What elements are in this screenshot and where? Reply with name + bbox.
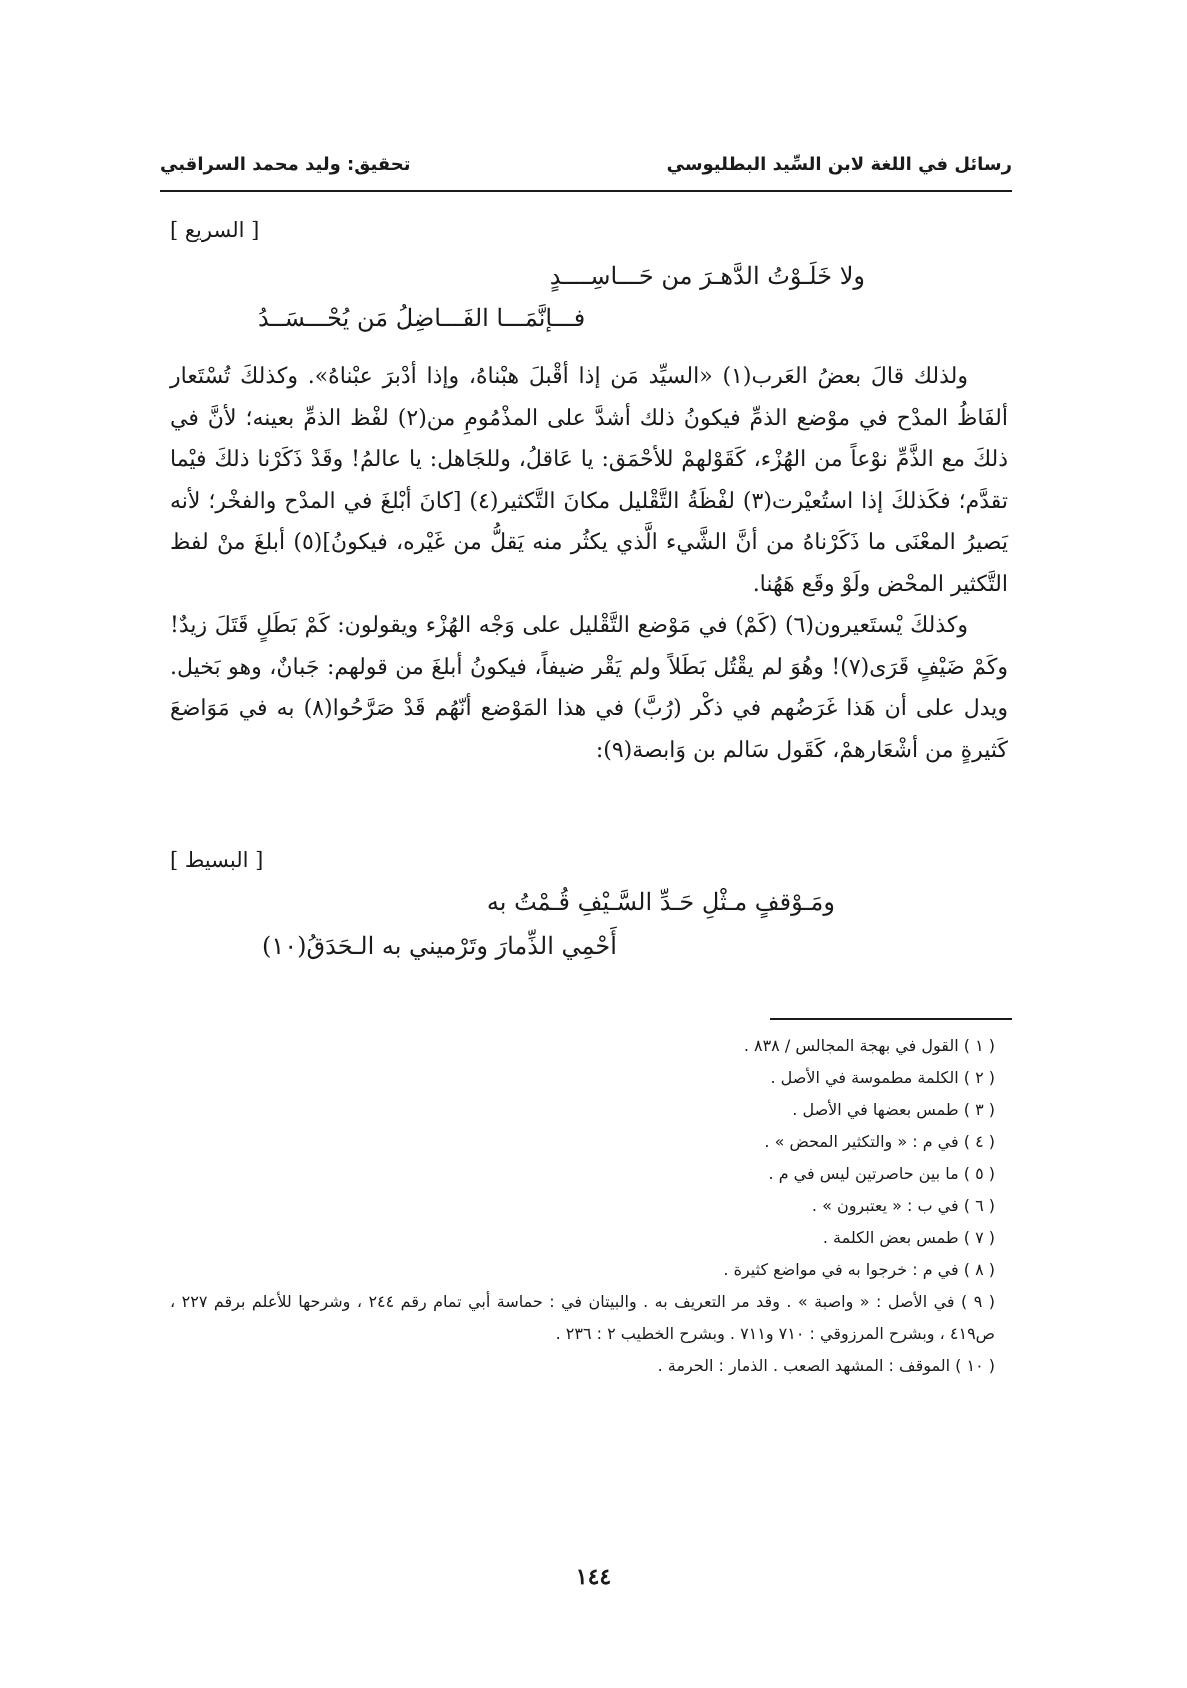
book-title: رسائل في اللغة لابن السِّيد البطليوسي bbox=[666, 154, 1012, 175]
footnote-1: ( ١ ) القول في بهجة المجالس / ٨٣٨ . bbox=[743, 1036, 995, 1055]
poem2-hemistich-1: ومَـوْقفٍ مـثْلِ حَـدِّ السَّـيْفِ قُـمْتُ به bbox=[486, 888, 835, 916]
body-text bbox=[170, 356, 1008, 771]
poem1-hemistich-1: ولا خَلَـوْتُ الدَّهـرَ من حَـــاسِــــدٍ bbox=[549, 262, 865, 290]
footnote-10: ( ١٠ ) الموقف : المشهد الصعب . الذمار : الحرمة . bbox=[657, 1356, 995, 1375]
footnote-3: ( ٣ ) طمس بعضها في الأصل . bbox=[792, 1100, 995, 1119]
paragraph-1: ولذلك قالَ بعضُ العَرب(١) «السيِّد مَن إذا أقْبلَ هبْناهُ، وإذا أدْبرَ عبْناهُ». وكذلكَ تُسْتَعار ألفَاظُ المدْح في موْضع الذمِّ فيكونُ ذلك أشدَّ على المذْمُومِ من(٢) لفْظ الذمِّ بعينه؛ لأنَّ في ذلكَ مع الذَّمِّ نوْعاً من الهُزْء، كَقَوْلهمْ للأحْمَق: يا عَاقلُ، وللجَاهل: يا عالمُ! وقَدْ ذَكَرْنا ذلكَ فيْما تقدَّم؛ فكَذلكَ إذا استُعيْرت(٣) لفْظَةُ التَّقْليل مكانَ التَّكثير(٤) [كانَ أبْلغَ في المدْح والفخْر؛ لأنه يَصيرُ المعْنَى ما ذَكَرْناهُ من أنَّ الشَّيء الَّذي يكثُر منه يَقلُّ من غَيْره، فيكونُ](٥) أبلغَ منْ لفظ التَّكثير المحْض ولَوْ وقَع هَهُنا. bbox=[170, 364, 1008, 597]
footnote-8: ( ٨ ) في م : خرجوا به في مواضع كثيرة . bbox=[723, 1260, 995, 1279]
paragraph-2: وكذلكَ يْستَعيرون(٦) (كَمْ) في مَوْضع التَّقْليل على وَجْه الهُزْء ويقولون: كَمْ بَطَلٍ قَتَلَ زيدٌ! وكَمْ ضَيْفٍ قَرَى(٧)! وهُوَ لم يقْتُل بَطَلاً ولم يَقْر ضيفاً، فيكونُ أبلغَ من قولهم: جَبانٌ، وهو بَخيل. ويدل على أن هَذا غَرَضُهم في ذكْر (رُبَّ) في هذا المَوْضع أنّهُم قَدْ صَرَّحُوا(٨) به في مَوَاضعَ كَثيرةٍ من أشْعَارهمْ، كَقَول سَالم بن وَابصة(٩): bbox=[170, 613, 1008, 763]
footnote-6: ( ٦ ) في ب : « يعتبرون » . bbox=[811, 1196, 995, 1215]
footnote-2: ( ٢ ) الكلمة مطموسة في الأصل . bbox=[770, 1068, 995, 1087]
poem2-meter: [ البسيط ] bbox=[170, 848, 264, 872]
footnotes bbox=[170, 1030, 995, 1382]
footnote-separator bbox=[770, 1018, 1012, 1020]
footnote-9: ( ٩ ) في الأصل : « واصبة » . وقد مر التعريف به . والبيتان في : حماسة أبي تمام رقم ٢٤٤ ، وشرحها للأعلم برقم ٢٢٧ ، ص٤١٩ ، وبشرح المرزوقي : ٧١٠ و٧١١ . وبشرح الخطيب ٢ : ٢٣٦ . bbox=[170, 1292, 996, 1343]
poem1-meter: [ السريع ] bbox=[170, 218, 260, 242]
poem2-hemistich-2: أَحْمِي الذِّمارَ وتَرْميني به الـحَدَقُ(١٠) bbox=[262, 932, 617, 960]
page-number: ١٤٤ bbox=[575, 1564, 612, 1590]
poem1-hemistich-2: فـــإنَّمَـــا الفَـــاضِلُ مَن يُحْـــسَــدُ bbox=[258, 304, 586, 332]
footnote-7: ( ٧ ) طمس بعض الكلمة . bbox=[822, 1228, 995, 1247]
footnote-4: ( ٤ ) في م : « والتكثير المحض » . bbox=[764, 1132, 995, 1151]
running-header bbox=[160, 140, 1012, 192]
footnote-5: ( ٥ ) ما بين حاصرتين ليس في م . bbox=[768, 1164, 995, 1183]
editor-credit: تحقيق: وليد محمد السراقبي bbox=[160, 154, 411, 175]
